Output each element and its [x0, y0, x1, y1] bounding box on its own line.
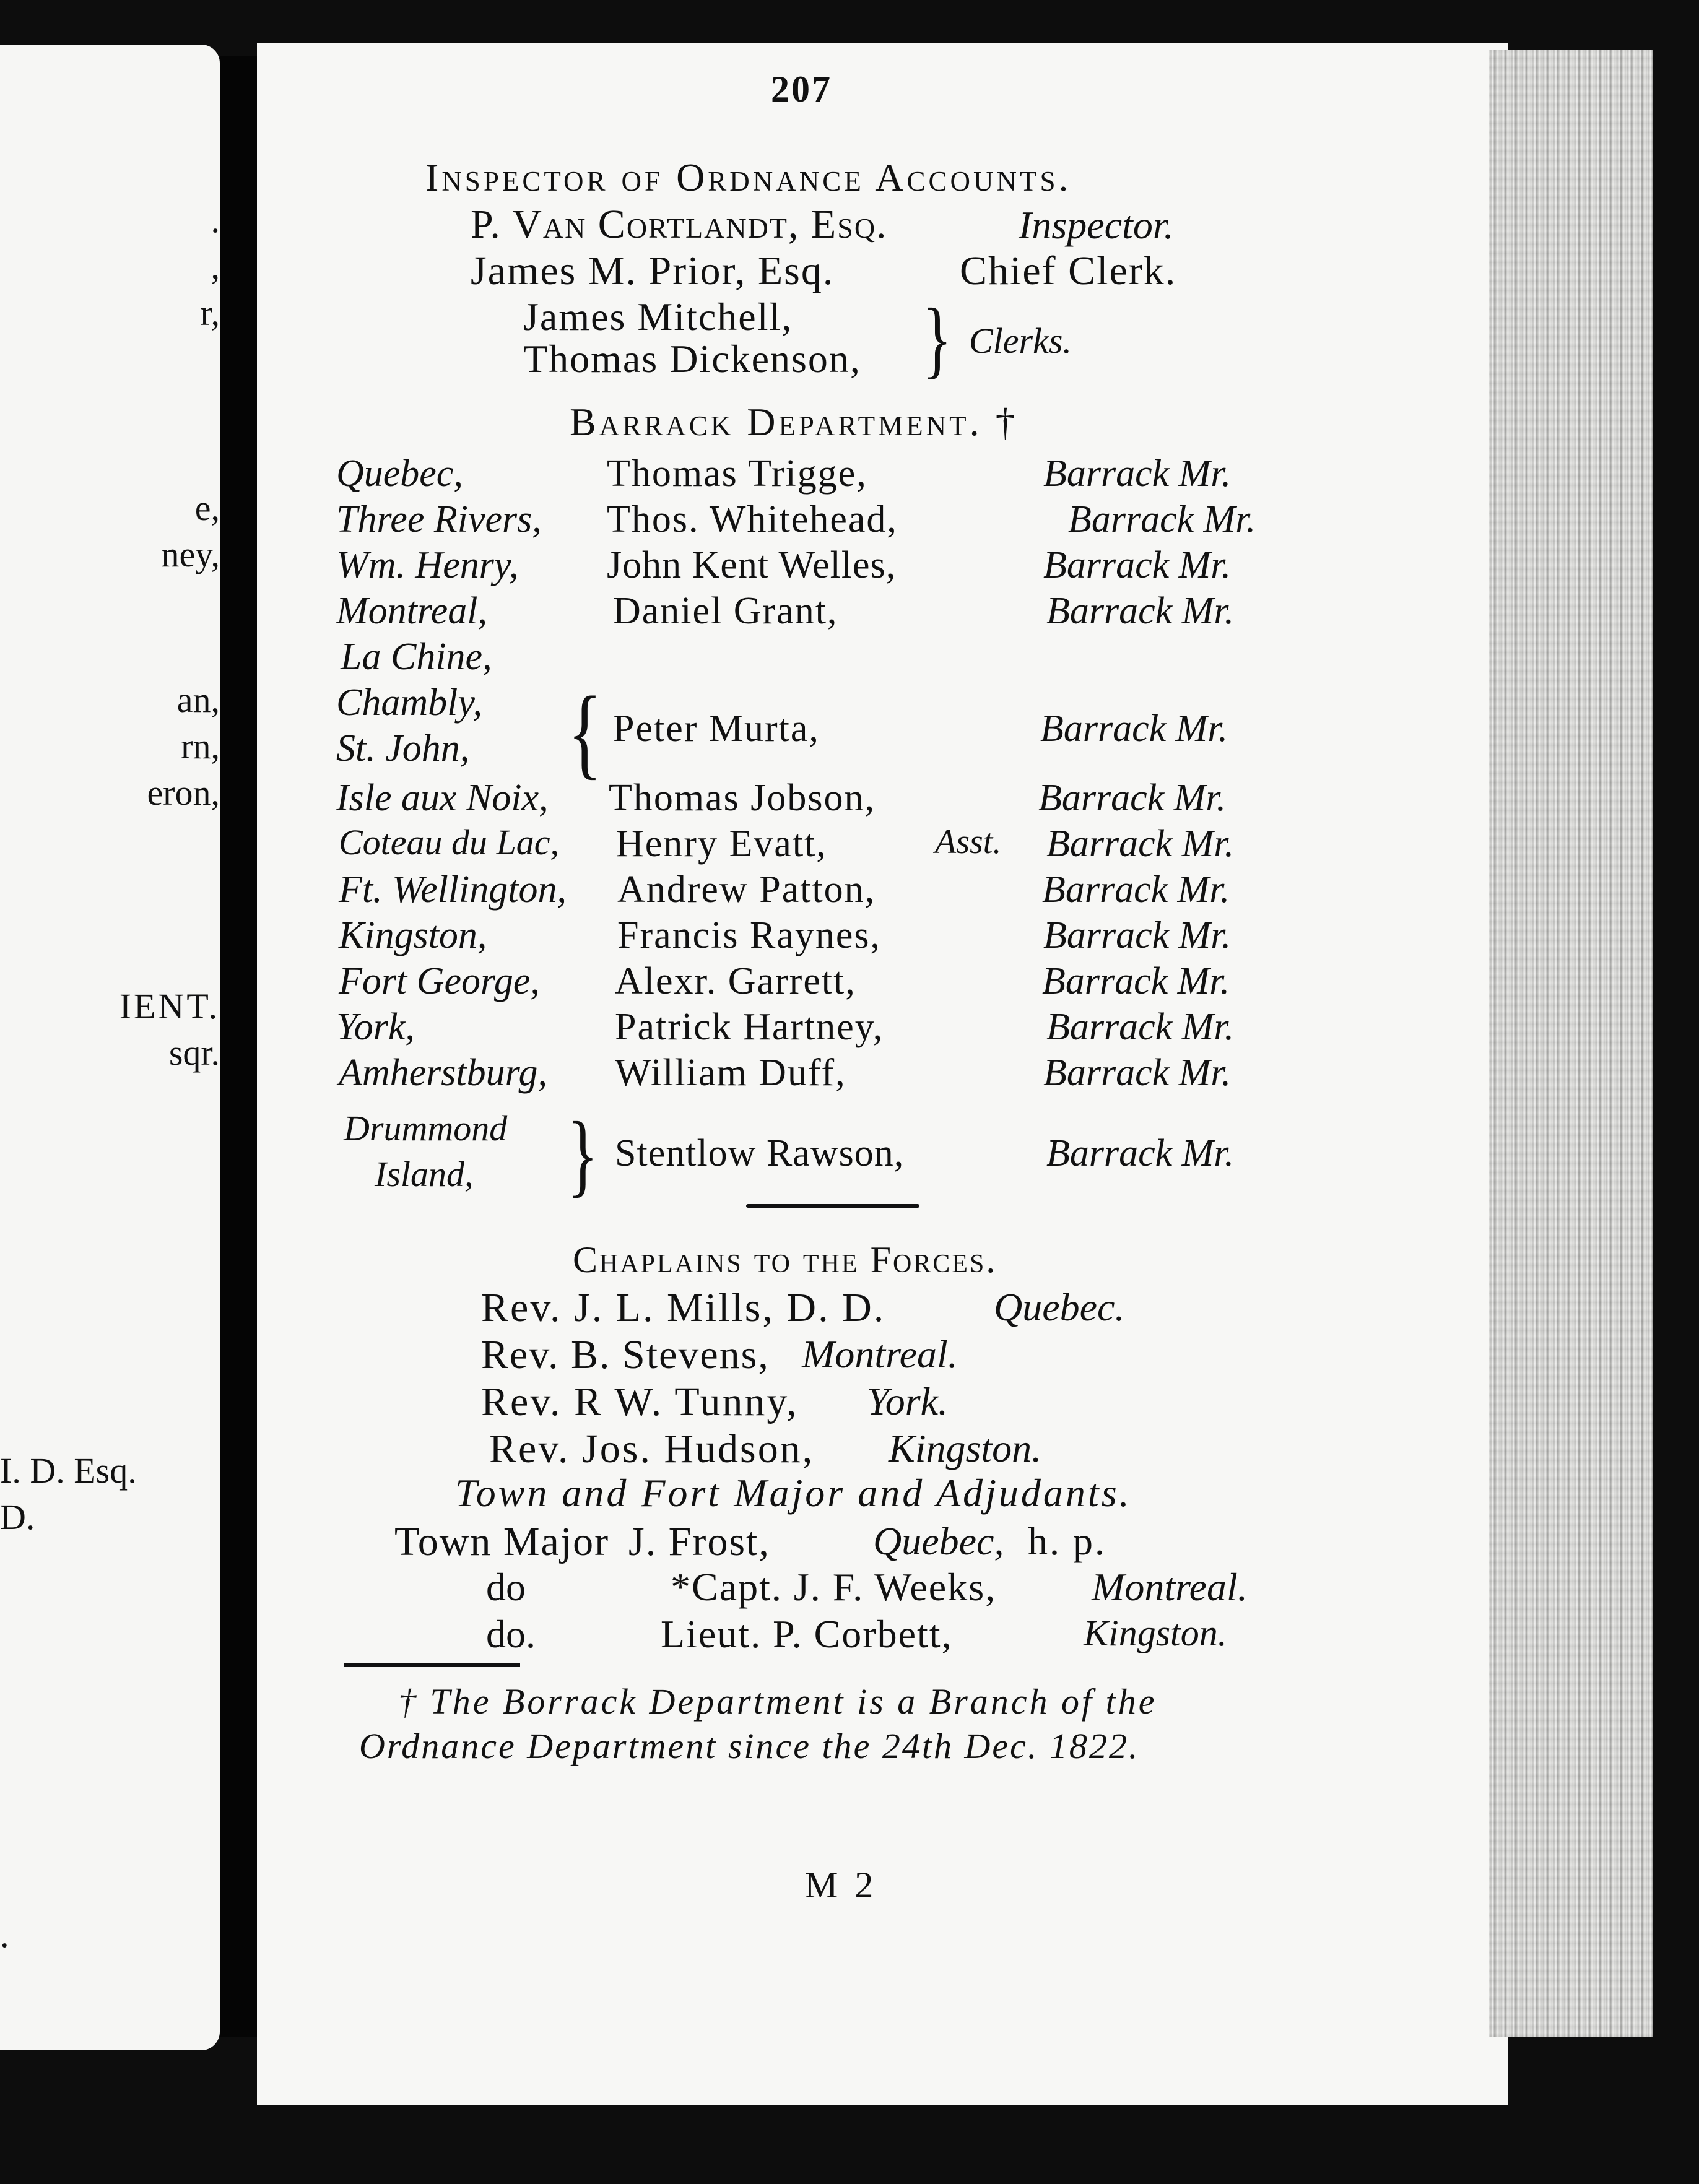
barrack-master-name: John Kent Welles, — [607, 544, 897, 586]
chaplain-place: Quebec. — [994, 1285, 1125, 1329]
left-fragment: rn, — [181, 726, 220, 766]
chaplain-name: Rev. J. L. Mills, D. D. — [481, 1285, 886, 1330]
chaplain-place: York. — [867, 1379, 949, 1423]
ordnance-heading: Inspector of Ordnance Accounts. — [425, 155, 1072, 199]
barrack-master-name: Thos. Whitehead, — [607, 498, 898, 540]
section-divider — [746, 1204, 919, 1208]
clerk-name: Thomas Dickenson, — [523, 337, 861, 381]
barrack-place: Fort George, — [339, 960, 540, 1002]
barrack-place: Three Rivers, — [336, 498, 542, 540]
barrack-master-name: Thomas Jobson, — [609, 777, 876, 819]
barrack-place: Wm. Henry, — [336, 544, 519, 586]
left-fragment: eron, — [147, 773, 220, 813]
barrack-title: Barrack Mr. — [1068, 498, 1256, 540]
town-major-label: do — [486, 1565, 526, 1609]
left-fragment: ney, — [161, 534, 220, 574]
clerk-name: James Mitchell, — [523, 295, 793, 339]
barrack-place: Island, — [375, 1154, 474, 1194]
barrack-master-name: Andrew Patton, — [617, 869, 876, 911]
brace-symbol: { — [567, 675, 602, 789]
barrack-master-name: Thomas Trigge, — [607, 453, 867, 495]
barrack-master-name: Daniel Grant, — [613, 590, 838, 632]
book-page — [257, 43, 1508, 2105]
left-fragment: IENT. — [119, 986, 220, 1026]
barrack-master-name: Stentlow Rawson, — [615, 1132, 905, 1174]
town-major-label: do. — [486, 1612, 536, 1656]
chief-clerk-name: James M. Prior, Esq. — [471, 248, 835, 293]
book-gutter — [220, 56, 257, 2037]
barrack-title: Barrack Mr. — [1046, 1132, 1235, 1174]
barrack-title: Barrack Mr. — [1043, 914, 1232, 956]
chaplain-name: Rev. Jos. Hudson, — [489, 1426, 815, 1471]
barrack-master-name: Alexr. Garrett, — [615, 960, 856, 1002]
page-edges — [1489, 50, 1653, 2037]
barrack-title: Barrack Mr. — [1046, 1006, 1235, 1048]
town-major-name: *Capt. J. F. Weeks, — [671, 1565, 997, 1609]
barrack-place: Isle aux Noix, — [336, 777, 549, 819]
barrack-place: Quebec, — [336, 453, 463, 495]
left-fragment: D. — [0, 1497, 35, 1537]
left-fragment: sqr. — [168, 1033, 220, 1073]
chaplain-name: Rev. R W. Tunny, — [481, 1379, 799, 1424]
barrack-title: Barrack Mr. — [1042, 869, 1230, 911]
barrack-title: Barrack Mr. — [1046, 823, 1235, 865]
brace-symbol: } — [923, 291, 952, 387]
brace-symbol: } — [567, 1103, 599, 1206]
inspector-title: Inspector. — [1019, 203, 1174, 247]
town-major-place: Quebec, — [873, 1519, 1004, 1563]
barrack-master-name: Henry Evatt, — [616, 823, 827, 865]
barrack-heading: Barrack Department. † — [570, 400, 1019, 444]
town-major-place: Kingston. — [1084, 1613, 1227, 1653]
barrack-place: Kingston, — [339, 914, 487, 956]
chaplains-heading: Chaplains to the Forces. — [573, 1239, 997, 1280]
barrack-title: Barrack Mr. — [1043, 544, 1232, 586]
left-fragment: an, — [176, 680, 220, 720]
town-major-place: Montreal. — [1092, 1565, 1248, 1609]
barrack-place: Ft. Wellington, — [339, 869, 567, 911]
barrack-place: Drummond — [344, 1108, 508, 1148]
barrack-master-name: William Duff, — [615, 1052, 846, 1094]
chief-clerk-title: Chief Clerk. — [960, 248, 1177, 293]
barrack-title-prefix: Asst. — [935, 823, 1002, 861]
barrack-title: Barrack Mr. — [1043, 453, 1232, 495]
barrack-title: Barrack Mr. — [1046, 590, 1235, 632]
footnote-rule — [344, 1663, 520, 1667]
barrack-place: La Chine, — [341, 636, 492, 678]
barrack-title: Barrack Mr. — [1040, 708, 1228, 750]
left-fragment: I. D. Esq. — [0, 1450, 137, 1491]
left-fragment: r, — [200, 293, 220, 333]
barrack-title: Barrack Mr. — [1043, 1052, 1232, 1094]
chaplain-name: Rev. B. Stevens, — [481, 1332, 770, 1377]
footnote-line: Ordnance Department since the 24th Dec. 1822. — [359, 1726, 1140, 1766]
barrack-place: Coteau du Lac, — [339, 822, 560, 862]
left-fragment: . — [0, 1915, 9, 1955]
footnote-line: † The Borrack Department is a Branch of the — [398, 1681, 1157, 1722]
signature-mark: M 2 — [805, 1865, 877, 1905]
barrack-place: Montreal, — [336, 590, 487, 632]
town-major-name: Lieut. P. Corbett, — [661, 1612, 953, 1656]
chaplain-place: Montreal. — [802, 1332, 958, 1376]
barrack-place: Amherstburg, — [339, 1052, 547, 1094]
left-page-fragment — [0, 45, 220, 2050]
barrack-master-name: Francis Raynes, — [617, 914, 882, 956]
barrack-place: St. John, — [336, 727, 470, 769]
town-majors-heading: Town and Fort Major and Adjudants. — [455, 1471, 1132, 1515]
left-fragment: , — [211, 246, 220, 287]
left-fragment: e, — [194, 488, 220, 528]
barrack-master-name: Peter Murta, — [613, 708, 820, 750]
barrack-place: York, — [336, 1006, 415, 1048]
town-major-suffix: h. p. — [1028, 1519, 1106, 1563]
left-fragment: . — [211, 200, 220, 240]
inspector-name: P. Van Cortlandt, Esq. — [471, 202, 888, 247]
chaplain-place: Kingston. — [889, 1426, 1042, 1470]
barrack-title: Barrack Mr. — [1042, 960, 1230, 1002]
clerks-label: Clerks. — [969, 321, 1072, 361]
barrack-place: Chambly, — [336, 682, 482, 724]
town-major-label: Town Major — [394, 1519, 610, 1564]
barrack-master-name: Patrick Hartney, — [615, 1006, 884, 1048]
page-number: 207 — [771, 69, 832, 110]
barrack-title: Barrack Mr. — [1038, 777, 1227, 819]
town-major-name: J. Frost, — [628, 1519, 770, 1564]
